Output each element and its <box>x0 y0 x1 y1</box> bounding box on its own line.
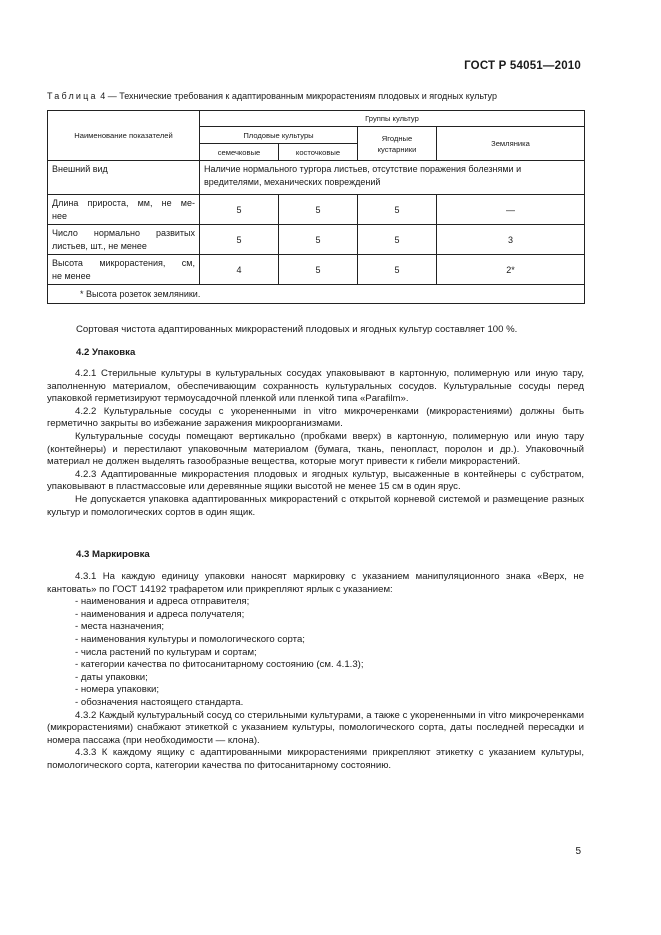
table-caption-text: 4 — Технические требования к адаптированным микрорастениям плодовых и ягодных культур <box>100 91 497 101</box>
list-item: - категории качества по фитосанитарному состоянию (см. 4.1.3); <box>75 659 364 671</box>
cell-strawberry: 2* <box>437 255 585 285</box>
section-4-3 <box>76 549 584 562</box>
cell-pome: 5 <box>200 225 279 255</box>
paragraph-4-2-3-b: Не допускается упаковка адаптированных микрорастений с открытой корневой системой и размещение разных культур и помологических сортов в один ящик. <box>47 493 584 518</box>
row-name <box>48 255 200 285</box>
requirements-table <box>47 110 585 304</box>
page-number: 5 <box>575 846 581 857</box>
list-item: - наименования и адреса отправителя; <box>75 596 250 608</box>
cell-strawberry: — <box>437 195 585 225</box>
paragraph-4-2-2-b: Культуральные сосуды помещают вертикально (пробками вверх) в картонную, полимерную или иную тару (контейнеры) и перестилают упаковочным материалом (бумага, ткань, пенопласт, поролон и др.). Упаковочный материал не должен выделять газообразные вещества, которые могут привести к гибели микрорастений. <box>47 430 584 468</box>
paragraph-4-2-1: 4.2.1 Стерильные культуры в культуральных сосудах упаковывают в картонную, полимерную или иную тару, заполненную материалом, обеспечивающим сохранность культуральных сосудов. Культуральные сосуды перед упаковкой герметизируют термоусадочной пленкой или пленкой типа «Parafilm». <box>47 368 584 405</box>
row-name-line: Длина прироста, мм, не ме- <box>52 198 195 208</box>
col-header-groups: Группы культур <box>200 111 585 127</box>
cell-pome: 4 <box>200 255 279 285</box>
col-header-berry: Ягодные кустарники <box>358 127 437 161</box>
paragraph-4-2-2: 4.2.2 Культуральные сосуды с укорененными in vitro микрочеренками (микрорастениями) должны быть герметично закрыты во избежание заражения микроорганизмами. <box>47 405 584 430</box>
cell-pome: 5 <box>200 195 279 225</box>
section-text <box>76 324 584 337</box>
row-name <box>48 195 200 225</box>
cell-berry: 5 <box>358 255 437 285</box>
list-item: - места назначения; <box>75 621 165 633</box>
row-name <box>48 225 200 255</box>
marking-list <box>47 596 584 709</box>
table-caption <box>47 91 587 101</box>
cell-berry: 5 <box>358 195 437 225</box>
list-item: - числа растений по культурам и сортам; <box>75 646 257 658</box>
col-header-stone: косточковые <box>279 144 358 161</box>
paragraph-purity: Сортовая чистота адаптированных микрорастений плодовых и ягодных культур составляет 100 %. <box>76 324 518 335</box>
list-item: - номера упаковки; <box>75 684 160 696</box>
col-header-name: Наименование показателей <box>48 111 200 161</box>
row-name-line: Высота микрорастения, см, <box>52 258 195 268</box>
list-item: - даты упаковки; <box>75 671 148 683</box>
list-item: - наименования культуры и помологического сорта; <box>75 633 305 645</box>
row-appearance-text: Наличие нормального тургора листьев, отсутствие поражения болезнями и вредителями, механических повреждений <box>200 161 585 195</box>
list-item: - наименования и адреса получателя; <box>75 608 245 620</box>
paragraph-4-3-3: 4.3.3 К каждому ящику с адаптированными микрорастениями прикрепляют этикетку с указанием культуры, помологического сорта, категории качества по фитосанитарному состоянию. <box>47 747 584 771</box>
row-name-line: листьев, шт., не менее <box>52 240 147 251</box>
cell-stone: 5 <box>279 225 358 255</box>
list-item: - обозначения настоящего стандарта. <box>75 696 244 708</box>
section-4-3-body <box>47 571 584 773</box>
cell-stone: 5 <box>279 255 358 285</box>
cell-stone: 5 <box>279 195 358 225</box>
row-name-line: Число нормально развитых <box>52 228 195 238</box>
col-header-pome: семечковые <box>200 144 279 161</box>
paragraph-4-3-1: 4.3.1 На каждую единицу упаковки наносят маркировку с указанием манипуляционного знака «Верх, не кантовать» по ГОСТ 14192 трафаретом или прикрепляют ярлык с указанием: <box>47 571 584 595</box>
table-row <box>48 195 585 225</box>
cell-berry: 5 <box>358 225 437 255</box>
col-header-fruit: Плодовые культуры <box>200 127 358 144</box>
row-name: Внешний вид <box>48 161 200 195</box>
table-row <box>48 161 585 195</box>
section-4-2 <box>76 347 584 360</box>
row-name-line: нее <box>52 210 67 221</box>
table-caption-word: Таблица <box>47 91 98 101</box>
table-footnote: * Высота розеток земляники. <box>48 285 585 304</box>
standard-header: ГОСТ Р 54051—2010 <box>464 60 581 72</box>
heading-4-2: 4.2 Упаковка <box>76 347 136 358</box>
section-4-2-body <box>47 368 584 519</box>
paragraph-4-3-2: 4.3.2 Каждый культуральный сосуд со стерильными культурами, а также с укорененными in vitro микрочеренками (микрорастениями) снабжают этикеткой с указанием культуры, помологического сорта, даты последней пересадки и номера пассажа (при необходимости — клона). <box>47 709 584 746</box>
cell-strawberry: 3 <box>437 225 585 255</box>
table-row <box>48 255 585 285</box>
col-header-strawberry: Земляника <box>437 127 585 161</box>
heading-4-3: 4.3 Маркировка <box>76 549 150 560</box>
row-name-line: не менее <box>52 270 91 281</box>
table-footnote-row <box>48 285 585 304</box>
paragraph-4-2-3: 4.2.3 Адаптированные микрорастения плодовых и ягодных культур, высаженные в контейнеры с субстратом, упаковывают в пластмассовые или деревянные ящики высотой не менее 15 см в один ярус. <box>47 468 584 493</box>
table-row <box>48 225 585 255</box>
